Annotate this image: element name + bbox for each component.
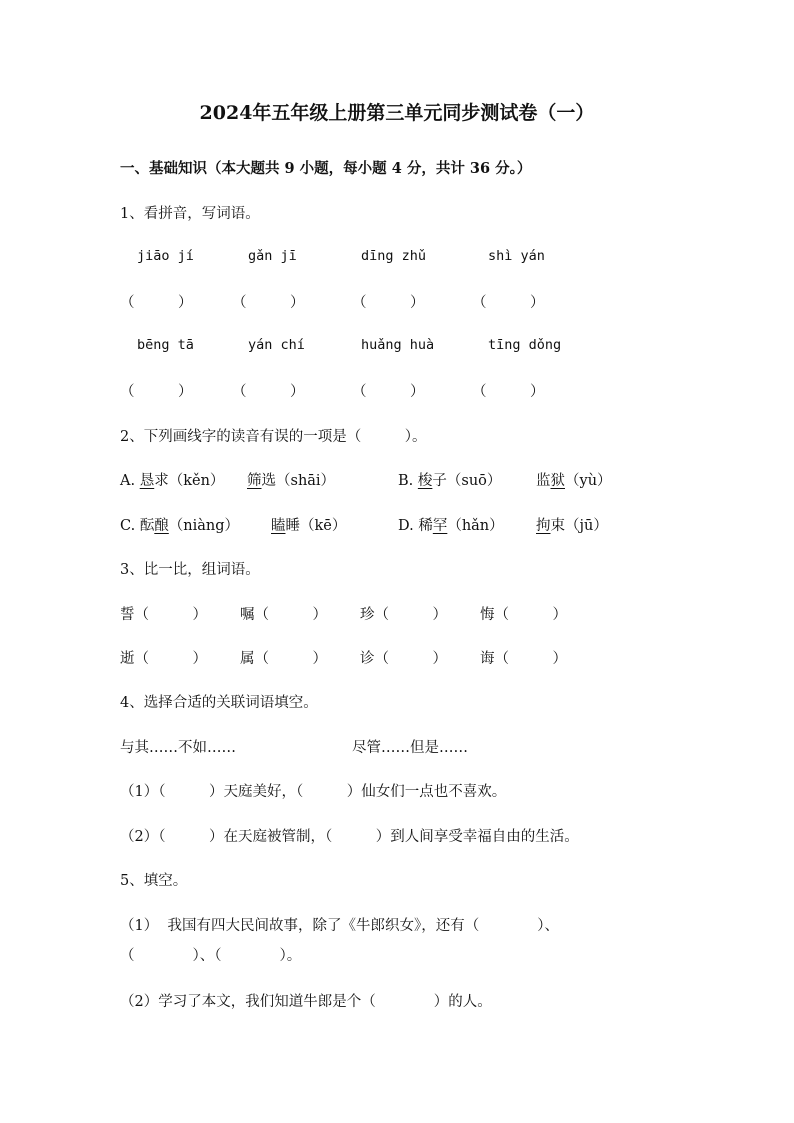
underlined-char: 酿 (154, 518, 169, 534)
pinyin-6: yán chí (248, 337, 305, 353)
compare-word-blank[interactable]: 诊（ ） (360, 651, 447, 667)
underlined-char: 恳 (139, 473, 155, 489)
option-label: D. (398, 518, 414, 534)
option-text: 稀 (418, 518, 433, 534)
question-3-prompt: 3、比一比，组词语。 (120, 562, 260, 578)
pinyin-5: bēng tā (137, 337, 194, 353)
option-c[interactable] (120, 514, 239, 535)
answer-blank[interactable]: （ ） (120, 295, 193, 311)
answer-blank[interactable]: （ ） (232, 295, 305, 311)
fill-2[interactable]: （2）学习了本文，我们知道牛郎是个（ ）的人。 (120, 994, 492, 1010)
option-b-word-2 (536, 469, 612, 490)
option-text: 束（jū） (550, 518, 608, 534)
option-a[interactable] (120, 469, 224, 490)
compare-word-blank[interactable]: 嘱（ ） (240, 607, 327, 623)
pinyin-2: gǎn jī (248, 248, 297, 264)
underlined-char: 狱 (550, 473, 565, 489)
option-text: 选（shāi） (261, 473, 336, 489)
option-label: B. (398, 473, 414, 489)
option-d-word-2 (536, 514, 608, 535)
sentence-1[interactable]: （1）（ ）天庭美好，（ ）仙女们一点也不喜欢。 (120, 784, 507, 800)
answer-blank[interactable]: （ ） (120, 384, 193, 400)
pinyin-4: shì yán (488, 248, 545, 264)
section-heading: 一、基础知识（本大题共 9 小题，每小题 4 分，共计 36 分。） (120, 160, 532, 177)
page-title: 2024年五年级上册第三单元同步测试卷（一） (199, 102, 595, 124)
question-4-prompt: 4、选择合适的关联词语填空。 (120, 695, 318, 711)
option-text: 求（kěn） (154, 473, 225, 489)
compare-word-blank[interactable]: 诲（ ） (480, 651, 567, 667)
pinyin-8: tīng dǒng (488, 337, 562, 353)
option-d[interactable] (398, 514, 504, 535)
pinyin-7: huǎng huà (361, 337, 435, 353)
question-5-prompt: 5、填空。 (120, 873, 188, 889)
fill-1-line-1[interactable]: （1） 我国有四大民间故事，除了《牛郎织女》，还有（ ）、 (120, 918, 559, 934)
answer-blank[interactable]: （ ） (472, 295, 545, 311)
compare-word-blank[interactable]: 属（ ） (240, 651, 327, 667)
fill-1-line-2[interactable]: （ ）、（ ）。 (120, 948, 302, 964)
underlined-char: 筛 (247, 473, 262, 489)
conjunction-option-2: 尽管……但是…… (352, 740, 468, 756)
underlined-char: 瞌 (271, 518, 286, 534)
compare-word-blank[interactable]: 逝（ ） (120, 651, 207, 667)
pinyin-1: jiāo jí (137, 248, 194, 264)
answer-blank[interactable]: （ ） (352, 384, 425, 400)
option-label: C. (120, 518, 136, 534)
compare-word-blank[interactable]: 珍（ ） (360, 607, 447, 623)
underlined-char: 梭 (417, 473, 433, 489)
option-a-word-2 (247, 469, 335, 490)
option-text: 监 (536, 473, 551, 489)
question-2-prompt: 2、下列画线字的读音有误的一项是（ ）。 (120, 429, 427, 445)
option-text: 酝 (139, 518, 155, 534)
answer-blank[interactable]: （ ） (472, 384, 545, 400)
answer-blank[interactable]: （ ） (352, 295, 425, 311)
answer-blank[interactable]: （ ） (232, 384, 305, 400)
compare-word-blank[interactable]: 誓（ ） (120, 607, 207, 623)
underlined-char: 罕 (432, 518, 448, 534)
option-text: 睡（kē） (285, 518, 347, 534)
option-c-word-2 (271, 514, 346, 535)
underlined-char: 拘 (536, 518, 551, 534)
option-text: （hǎn） (447, 518, 504, 534)
option-label: A. (120, 473, 136, 489)
question-1-prompt: 1、看拼音，写词语。 (120, 206, 260, 222)
option-text: 子（suō） (432, 473, 502, 489)
sentence-2[interactable]: （2）（ ）在天庭被管制，（ ）到人间享受幸福自由的生活。 (120, 829, 579, 845)
option-text: （niàng） (168, 518, 240, 534)
option-b[interactable] (398, 469, 501, 490)
pinyin-3: dīng zhǔ (361, 248, 427, 264)
option-text: （yù） (565, 473, 612, 489)
conjunction-option-1: 与其……不如…… (120, 740, 236, 756)
compare-word-blank[interactable]: 悔（ ） (480, 607, 567, 623)
